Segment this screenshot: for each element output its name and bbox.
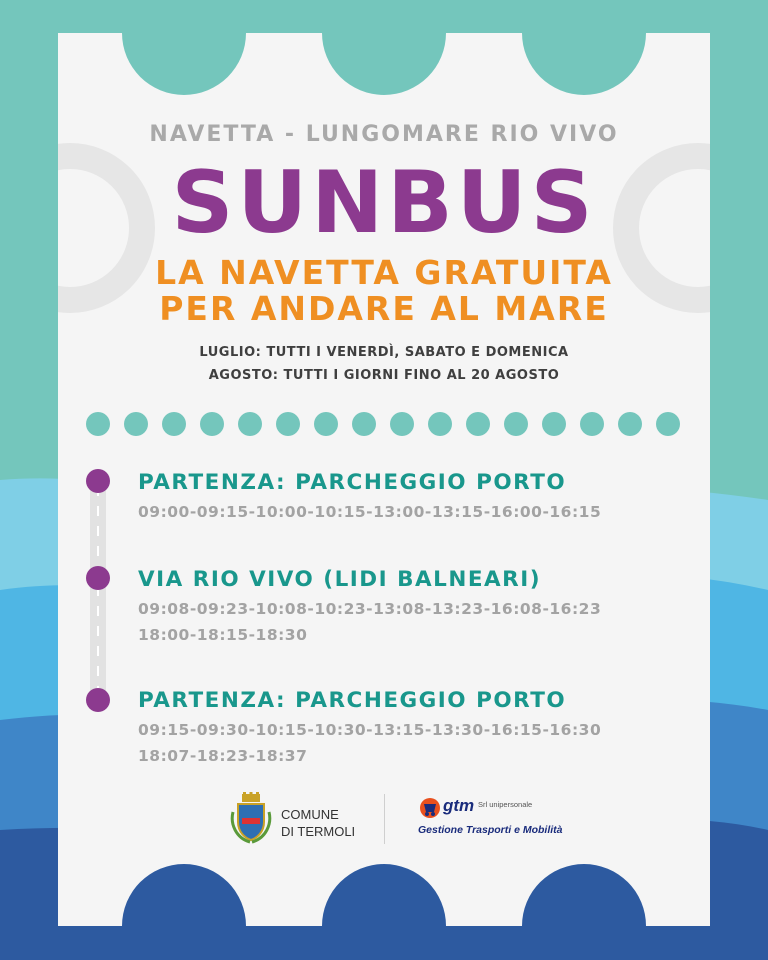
stop-times: 09:08-09:23-10:08-10:23-13:08-13:23-16:08-16:23 (138, 600, 602, 618)
page-title: SUNBUS (171, 153, 597, 253)
stop-marker (86, 469, 110, 493)
stop-times: 18:00-18:15-18:30 (138, 626, 308, 644)
gtm-company-type: Srl unipersonale (478, 800, 533, 809)
stop-name: PARTENZA: PARCHEGGIO PORTO (138, 688, 567, 713)
stop-name: VIA RIO VIVO (LIDI BALNEARI) (138, 567, 542, 592)
tagline-line1: LA NAVETTA GRATUITA (155, 253, 613, 292)
gtm-logo-icon (418, 796, 442, 820)
footer-divider (384, 794, 385, 844)
comune-line2: DI TERMOLI (281, 824, 356, 839)
schedule-july: LUGLIO: TUTTI I VENERDÌ, SABATO E DOMENICA (199, 345, 569, 360)
route-line-dashes (97, 486, 99, 696)
stop-marker (86, 566, 110, 590)
comune-label (281, 806, 355, 840)
schedule-august: AGOSTO: TUTTI I GIORNI FINO AL 20 AGOSTO (208, 368, 560, 383)
stop-times: 18:07-18:23-18:37 (138, 747, 308, 765)
stop-times: 09:15-09:30-10:15-10:30-13:15-13:30-16:15-16:30 (138, 721, 602, 739)
crest-icon (230, 792, 272, 844)
stop-name: PARTENZA: PARCHEGGIO PORTO (138, 470, 567, 495)
stop-times: 09:00-09:15-10:00-10:15-13:00-13:15-16:00-16:15 (138, 503, 602, 521)
comune-line1: COMUNE (281, 807, 339, 822)
subtitle: NAVETTA - LUNGOMARE RIO VIVO (149, 122, 619, 147)
stop-marker (86, 688, 110, 712)
tagline-line2: PER ANDARE AL MARE (159, 289, 609, 328)
gtm-wordmark: gtm (443, 796, 475, 815)
gtm-subtitle: Gestione Trasporti e Mobilità (418, 824, 563, 836)
